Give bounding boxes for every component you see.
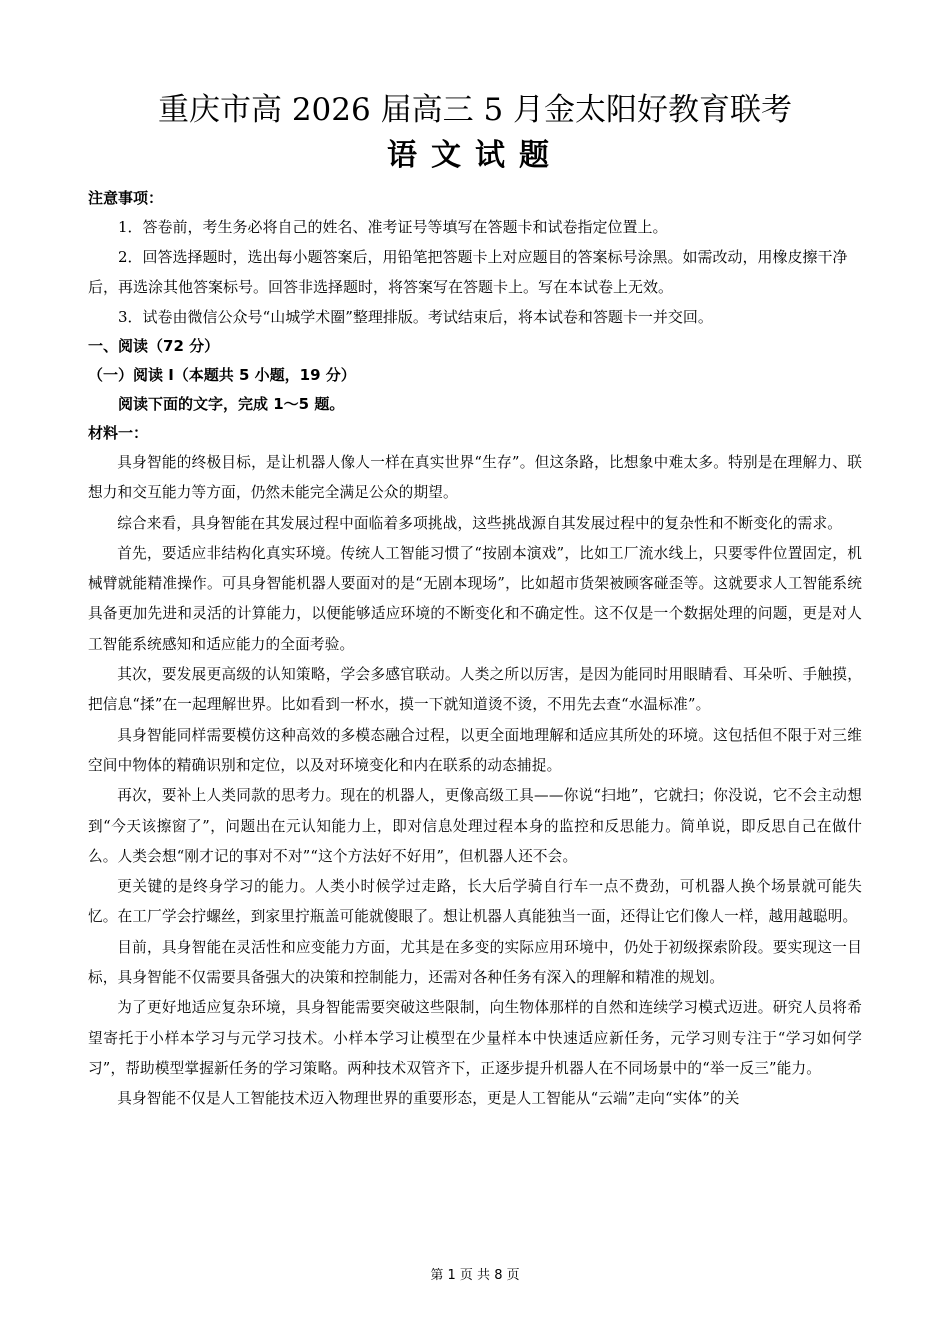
- material-body: [88, 448, 862, 1115]
- paragraph: 具身智能同样需要模仿这种高效的多模态融合过程，以更全面地理解和适应其所处的环境。这包括但不限于对三维空间中物体的精确识别和定位，以及对环境变化和内在联系的动态捕捉。: [88, 726, 862, 774]
- exam-title: 重庆市高 2026 届高三 5 月金太阳好教育联考: [157, 92, 793, 128]
- exam-page: [88, 88, 862, 1115]
- paragraph: 具身智能的终极目标，是让机器人像人一样在真实世界“生存”。但这条路，比想象中难太多。特别是在理解力、联想力和交互能力等方面，仍然未能完全满足公众的期望。: [88, 454, 862, 502]
- paragraph: 目前，具身智能在灵活性和应变能力方面，尤其是在多变的实际应用环境中，仍处于初级探索阶段。要实现这一目标，具身智能不仅需要具备强大的决策和控制能力，还需对各种任务有深入的理解和精准的规划。: [88, 938, 862, 987]
- page-number: 第 1 页 共 8 页: [430, 1268, 520, 1283]
- paragraph: 再次，要补上人类同款的思考力。现在的机器人，更像高级工具——你说“扫地”，它就扫；你没说，它不会主动想到“今天该擦窗了”，问题出在元认知能力上，即对信息处理过程本身的监控和反思能力。简单说，即反思自己在做什么。人类会想“刚才记的事对不对”“这个方法好不好用”，但机器人还不会。: [88, 787, 862, 865]
- notice-heading: 注意事项：: [88, 189, 164, 207]
- exam-subtitle: 语文试题: [387, 138, 563, 173]
- notice-item-1: 1．答卷前，考生务必将自己的姓名、准考证号等填写在答题卡和试卷指定位置上。: [118, 218, 668, 236]
- notice-item-2: 2．回答选择题时，选出每小题答案后，用铅笔把答题卡上对应题目的答案标号涂黑。如需改动，用橡皮擦干净后，再选涂其他答案标号。回答非选择题时，将答案写在答题卡上。写在本试卷上无效。: [88, 248, 848, 296]
- paragraph: 综合来看，具身智能在其发展过程中面临着多项挑战，这些挑战源自其发展过程中的复杂性和不断变化的需求。: [117, 514, 843, 532]
- notice-item-3: 3．试卷由微信公众号“山城学术圈”整理排版。考试结束后，将本试卷和答题卡一并交回。: [118, 308, 713, 326]
- paragraph: 首先，要适应非结构化真实环境。传统人工智能习惯了“按剧本演戏”，比如工厂流水线上，只要零件位置固定，机械臂就能精准操作。可具身智能机器人要面对的是“无剧本现场”，比如超市货架被顾客碰歪等。这就要求人工智能系统具备更加先进和灵活的计算能力，以便能够适应环境的不断变化和不确定性。这不仅是一个数据处理的问题，更是对人工智能系统感知和适应能力的全面考验。: [88, 544, 862, 653]
- paragraph: 其次，要发展更高级的认知策略，学会多感官联动。人类之所以厉害，是因为能同时用眼睛看、耳朵听、手触摸，把信息“揉”在一起理解世界。比如看到一杯水，摸一下就知道烫不烫，不用先去查“水温标准”。: [88, 666, 862, 714]
- reading-instruction: 阅读下面的文字，完成 1～5 题。: [118, 395, 345, 413]
- section-heading: 一、阅读（72 分）: [88, 337, 220, 355]
- material-label: 材料一：: [88, 424, 149, 442]
- notice-section: [88, 184, 862, 332]
- paragraph: 为了更好地适应复杂环境，具身智能需要突破这些限制，向生物体那样的自然和连续学习模式迈进。研究人员将希望寄托于小样本学习与元学习技术。小样本学习让模型在少量样本中快速适应新任务，元学习则专注于“学习如何学习”，帮助模型掌握新任务的学习策略。两种技术双管齐下，正逐步提升机器人在不同场景中的“举一反三”能力。: [88, 999, 862, 1077]
- paragraph: 具身智能不仅是人工智能技术迈入物理世界的重要形态，更是人工智能从“云端”走向“实体”的关: [117, 1090, 740, 1108]
- paragraph: 更关键的是终身学习的能力。人类小时候学过走路，长大后学骑自行车一点不费劲，可机器人换个场景就可能失忆。在工厂学会拧螺丝，到家里拧瓶盖可能就傻眼了。想让机器人真能独当一面，还得让它们像人一样，越用越聪明。: [88, 878, 862, 926]
- section-subheading: （一）阅读 I（本题共 5 小题，19 分）: [88, 366, 356, 384]
